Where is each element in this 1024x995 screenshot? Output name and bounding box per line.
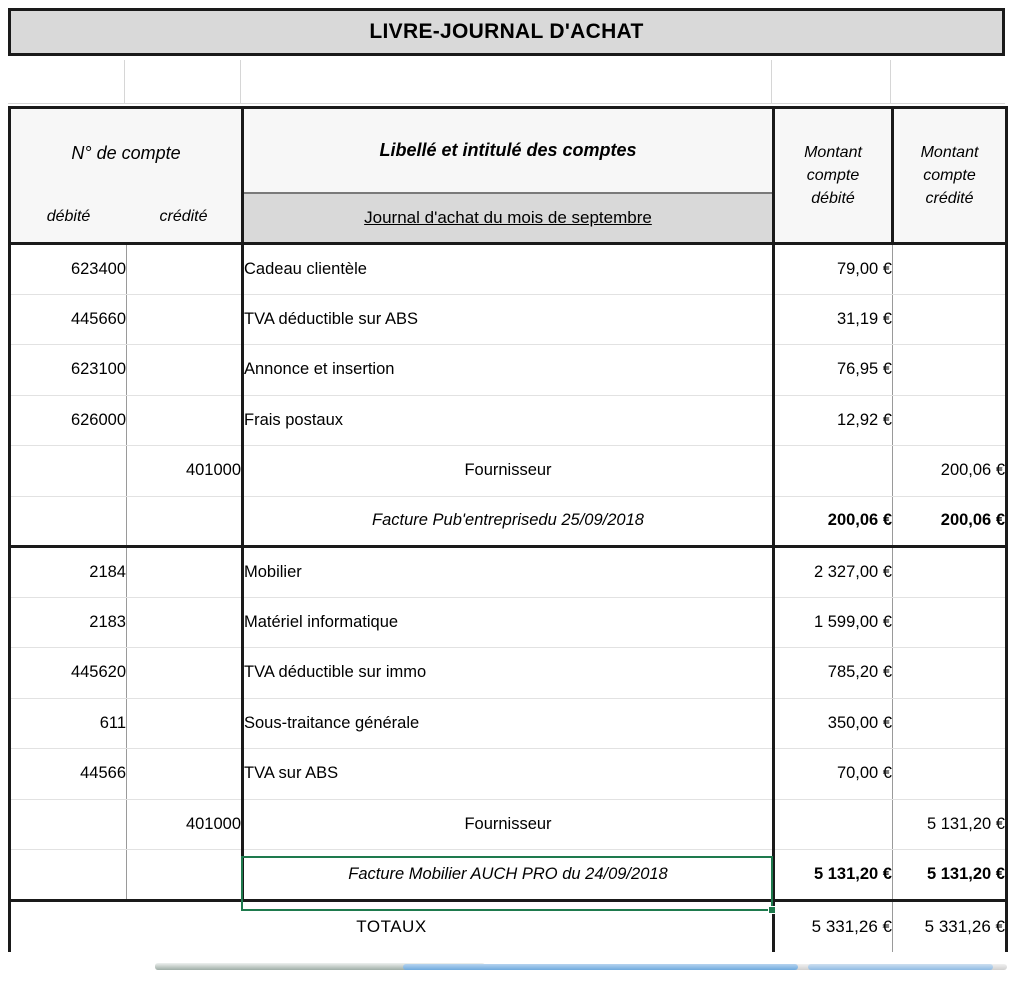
cell-account-credit[interactable]: 401000 xyxy=(127,446,243,497)
cell-label[interactable]: Cadeau clientèle xyxy=(243,244,774,295)
cell-amount-debit[interactable] xyxy=(774,446,893,497)
cell-account-credit[interactable] xyxy=(127,294,243,345)
cell-amount-debit[interactable]: 76,95 € xyxy=(774,345,893,396)
cell-account-credit[interactable]: 401000 xyxy=(127,799,243,850)
cell-label[interactable]: TVA déductible sur immo xyxy=(243,648,774,699)
header-amount-debit-line-1: Montant xyxy=(804,143,862,161)
cell-account-credit[interactable] xyxy=(127,395,243,446)
cell-account-credit[interactable] xyxy=(127,496,243,547)
spacer-cell xyxy=(8,60,125,104)
cell-account-debit[interactable]: 611 xyxy=(10,698,127,749)
totals-amount-credit[interactable]: 5 331,26 € xyxy=(893,900,1007,952)
cell-amount-credit[interactable] xyxy=(893,749,1007,800)
cell-account-credit[interactable] xyxy=(127,749,243,800)
cell-label[interactable]: TVA sur ABS xyxy=(243,749,774,800)
spacer-cell xyxy=(241,60,772,104)
cell-invoice-label[interactable]: Facture Pub'entreprisedu 25/09/2018 xyxy=(243,496,774,547)
cell-invoice-label-selected[interactable]: Facture Mobilier AUCH PRO du 24/09/2018 xyxy=(243,850,774,901)
cell-amount-credit[interactable] xyxy=(893,395,1007,446)
cell-amount-credit[interactable] xyxy=(893,345,1007,396)
header-amount-credit-line-3: crédité xyxy=(925,190,974,208)
spacer-cell xyxy=(891,60,1005,104)
cell-amount-debit[interactable]: 70,00 € xyxy=(774,749,893,800)
cell-amount-credit[interactable]: 200,06 € xyxy=(893,496,1007,547)
cell-label[interactable]: Fournisseur xyxy=(243,446,774,497)
header-label-title: Libellé et intitulé des comptes xyxy=(244,110,772,194)
journal-subtitle-cell xyxy=(244,194,772,242)
table-row-selected[interactable] xyxy=(10,850,1007,901)
cell-label[interactable]: Fournisseur xyxy=(243,799,774,850)
cell-account-debit[interactable]: 445620 xyxy=(10,648,127,699)
spacer-grid-row xyxy=(8,60,1005,104)
cell-account-debit[interactable] xyxy=(10,850,127,901)
totals-row[interactable] xyxy=(10,900,1007,952)
cell-amount-credit[interactable] xyxy=(893,294,1007,345)
header-account-credit-label: crédité xyxy=(159,208,208,225)
table-row[interactable] xyxy=(10,446,1007,497)
cell-account-debit[interactable]: 44566 xyxy=(10,749,127,800)
cell-label[interactable]: TVA déductible sur ABS xyxy=(243,294,774,345)
cell-account-credit[interactable] xyxy=(127,698,243,749)
cell-account-credit[interactable] xyxy=(127,597,243,648)
header-label-column xyxy=(243,108,774,244)
table-row[interactable] xyxy=(10,294,1007,345)
totals-amount-debit[interactable]: 5 331,26 € xyxy=(774,900,893,952)
cell-label[interactable]: Sous-traitance générale xyxy=(243,698,774,749)
table-row[interactable] xyxy=(10,345,1007,396)
cell-account-debit[interactable]: 623400 xyxy=(10,244,127,295)
header-amount-debit-line-3: débité xyxy=(811,190,855,208)
scrollbar-thumb[interactable] xyxy=(403,964,798,970)
table-header xyxy=(10,108,1007,244)
cell-account-debit[interactable]: 626000 xyxy=(10,395,127,446)
cell-amount-debit[interactable]: 350,00 € xyxy=(774,698,893,749)
cell-account-debit[interactable]: 2183 xyxy=(10,597,127,648)
cell-account-credit[interactable] xyxy=(127,244,243,295)
cell-amount-debit[interactable]: 79,00 € xyxy=(774,244,893,295)
page-title: LIVRE-JOURNAL D'ACHAT xyxy=(369,20,644,43)
table-row[interactable] xyxy=(10,597,1007,648)
cell-amount-debit[interactable]: 1 599,00 € xyxy=(774,597,893,648)
cell-amount-debit[interactable]: 5 131,20 € xyxy=(774,850,893,901)
cell-label[interactable]: Matériel informatique xyxy=(243,597,774,648)
spacer-cell xyxy=(125,60,241,104)
table-row[interactable] xyxy=(10,749,1007,800)
table-row[interactable] xyxy=(10,648,1007,699)
cell-account-credit[interactable] xyxy=(127,547,243,598)
cell-amount-debit[interactable]: 31,19 € xyxy=(774,294,893,345)
cell-amount-credit[interactable] xyxy=(893,698,1007,749)
table-row[interactable] xyxy=(10,698,1007,749)
spacer-cell xyxy=(772,60,891,104)
header-account-number xyxy=(10,108,243,244)
scrollbar-thumb-secondary[interactable] xyxy=(808,964,993,970)
cell-label[interactable]: Annonce et insertion xyxy=(243,345,774,396)
cell-account-debit[interactable] xyxy=(10,496,127,547)
cell-label[interactable]: Mobilier xyxy=(243,547,774,598)
header-amount-debit-line-2: compte xyxy=(806,166,860,184)
cell-account-credit[interactable] xyxy=(127,850,243,901)
cell-amount-credit[interactable]: 200,06 € xyxy=(893,446,1007,497)
cell-amount-credit[interactable] xyxy=(893,648,1007,699)
cell-account-debit[interactable] xyxy=(10,446,127,497)
cell-amount-credit[interactable] xyxy=(893,244,1007,295)
header-row xyxy=(10,108,1007,244)
cell-amount-credit[interactable]: 5 131,20 € xyxy=(893,799,1007,850)
header-amount-credit xyxy=(893,108,1007,244)
cell-account-debit[interactable] xyxy=(10,799,127,850)
cell-amount-debit[interactable]: 2 327,00 € xyxy=(774,547,893,598)
journal-table xyxy=(8,106,1008,952)
cell-account-debit[interactable]: 445660 xyxy=(10,294,127,345)
cell-amount-credit[interactable]: 5 131,20 € xyxy=(893,850,1007,901)
table-row[interactable] xyxy=(10,496,1007,547)
totals-label: TOTAUX xyxy=(10,900,774,952)
table-row[interactable] xyxy=(10,395,1007,446)
cell-label[interactable]: Frais postaux xyxy=(243,395,774,446)
cell-amount-credit[interactable] xyxy=(893,547,1007,598)
journal-subtitle-text: Journal d'achat du mois de septembre xyxy=(364,207,652,227)
table-row[interactable] xyxy=(10,547,1007,598)
selection-fill-handle[interactable] xyxy=(768,906,776,914)
header-account-number-label: N° de compte xyxy=(71,143,181,163)
table-body xyxy=(10,244,1007,953)
horizontal-scrollbar[interactable] xyxy=(155,962,1007,971)
cell-account-credit[interactable] xyxy=(127,345,243,396)
header-amount-credit-line-1: Montant xyxy=(920,143,979,161)
document-title-banner xyxy=(8,8,1005,56)
header-amount-credit-line-2: compte xyxy=(923,166,976,184)
cell-account-credit[interactable] xyxy=(127,648,243,699)
cell-amount-credit[interactable] xyxy=(893,597,1007,648)
cell-amount-debit[interactable]: 12,92 € xyxy=(774,395,893,446)
header-account-debit-label: débité xyxy=(46,208,91,225)
table-row[interactable] xyxy=(10,244,1007,295)
cell-account-debit[interactable]: 2184 xyxy=(10,547,127,598)
cell-amount-debit[interactable]: 200,06 € xyxy=(774,496,893,547)
cell-amount-debit[interactable]: 785,20 € xyxy=(774,648,893,699)
table-row[interactable] xyxy=(10,799,1007,850)
cell-account-debit[interactable]: 623100 xyxy=(10,345,127,396)
cell-amount-debit[interactable] xyxy=(774,799,893,850)
header-amount-debit xyxy=(774,108,893,244)
